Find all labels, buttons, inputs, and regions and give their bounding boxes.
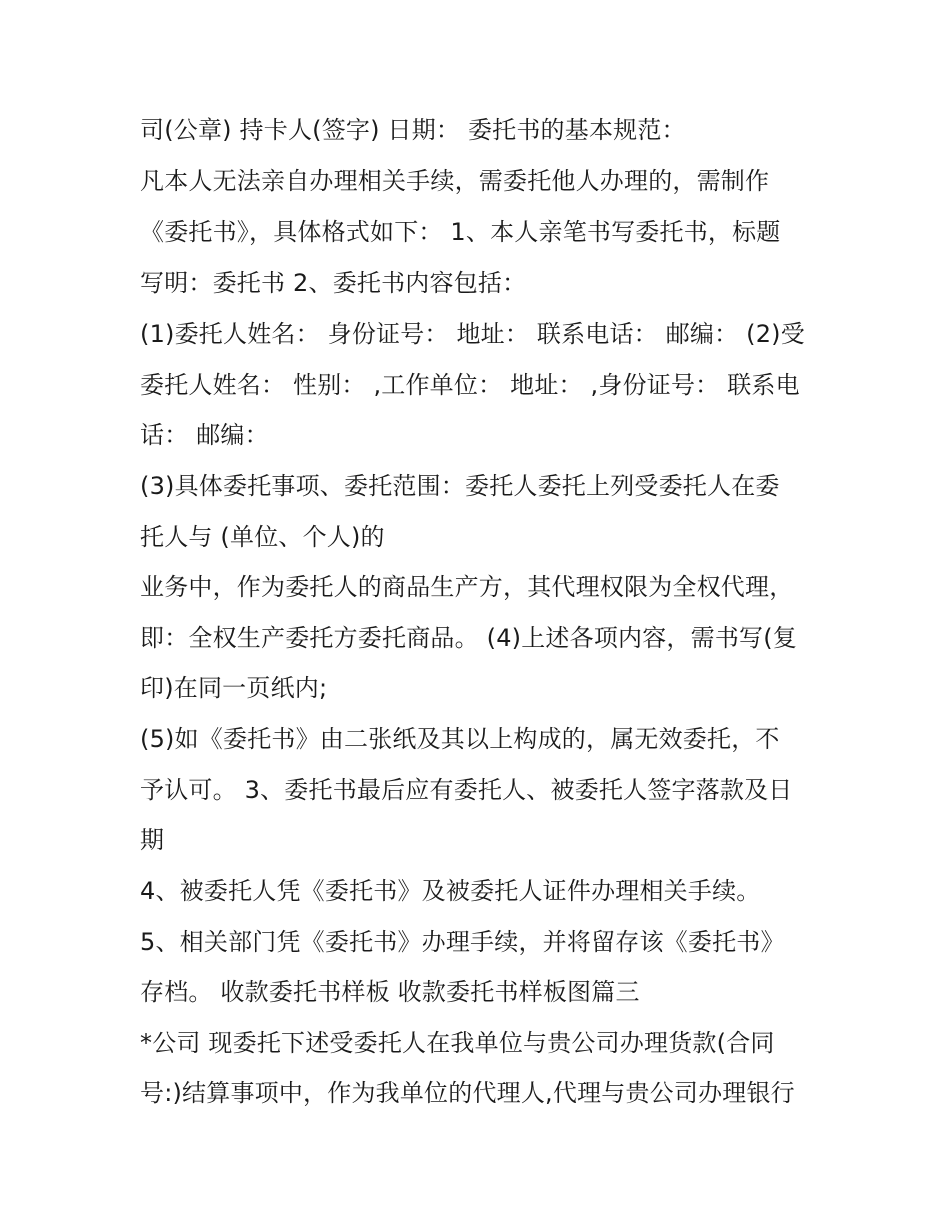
text-line: 存档。 收款委托书样板 收款委托书样板图篇三 bbox=[140, 978, 640, 1006]
text-line: 话： 邮编： bbox=[140, 421, 269, 449]
text-line: 号:)结算事项中，作为我单位的代理人,代理与贵公司办理银行 bbox=[140, 1079, 795, 1107]
text-line: 委托人姓名： 性别： ,工作单位： 地址： ,身份证号： 联系电 bbox=[140, 371, 800, 399]
text-line: (3)具体委托事项、委托范围：委托人委托上列受委托人在委 bbox=[140, 472, 780, 500]
text-line: 5、相关部门凭《委托书》办理手续，并将留存该《委托书》 bbox=[140, 928, 785, 956]
text-line: (5)如《委托书》由二张纸及其以上构成的，属无效委托，不 bbox=[140, 725, 780, 753]
text-line: 司(公章) 持卡人(签字) 日期： 委托书的基本规范： bbox=[140, 116, 686, 144]
text-line: 印)在同一页纸内; bbox=[140, 674, 328, 702]
text-line: 凡本人无法亲自办理相关手续，需委托他人办理的，需制作 bbox=[140, 167, 770, 195]
text-line: 《委托书》，具体格式如下： 1、本人亲笔书写委托书，标题 bbox=[140, 218, 781, 246]
text-line: *公司 现委托下述受委托人在我单位与贵公司办理货款(合同 bbox=[140, 1029, 775, 1057]
text-line: 写明：委托书 2、委托书内容包括： bbox=[140, 269, 527, 297]
text-line: (1)委托人姓名： 身份证号： 地址： 联系电话： 邮编： (2)受 bbox=[140, 320, 805, 348]
text-line: 期 bbox=[140, 826, 165, 854]
text-line: 托人与 (单位、个人)的 bbox=[140, 523, 385, 551]
text-line: 予认可。 3、委托书最后应有委托人、被委托人签字落款及日 bbox=[140, 776, 793, 804]
text-line: 4、被委托人凭《委托书》及被委托人证件办理相关手续。 bbox=[140, 877, 761, 905]
text-line: 业务中，作为委托人的商品生产方，其代理权限为全权代理， bbox=[140, 573, 794, 601]
text-line: 即：全权生产委托方委托商品。 (4)上述各项内容，需书写(复 bbox=[140, 624, 797, 652]
